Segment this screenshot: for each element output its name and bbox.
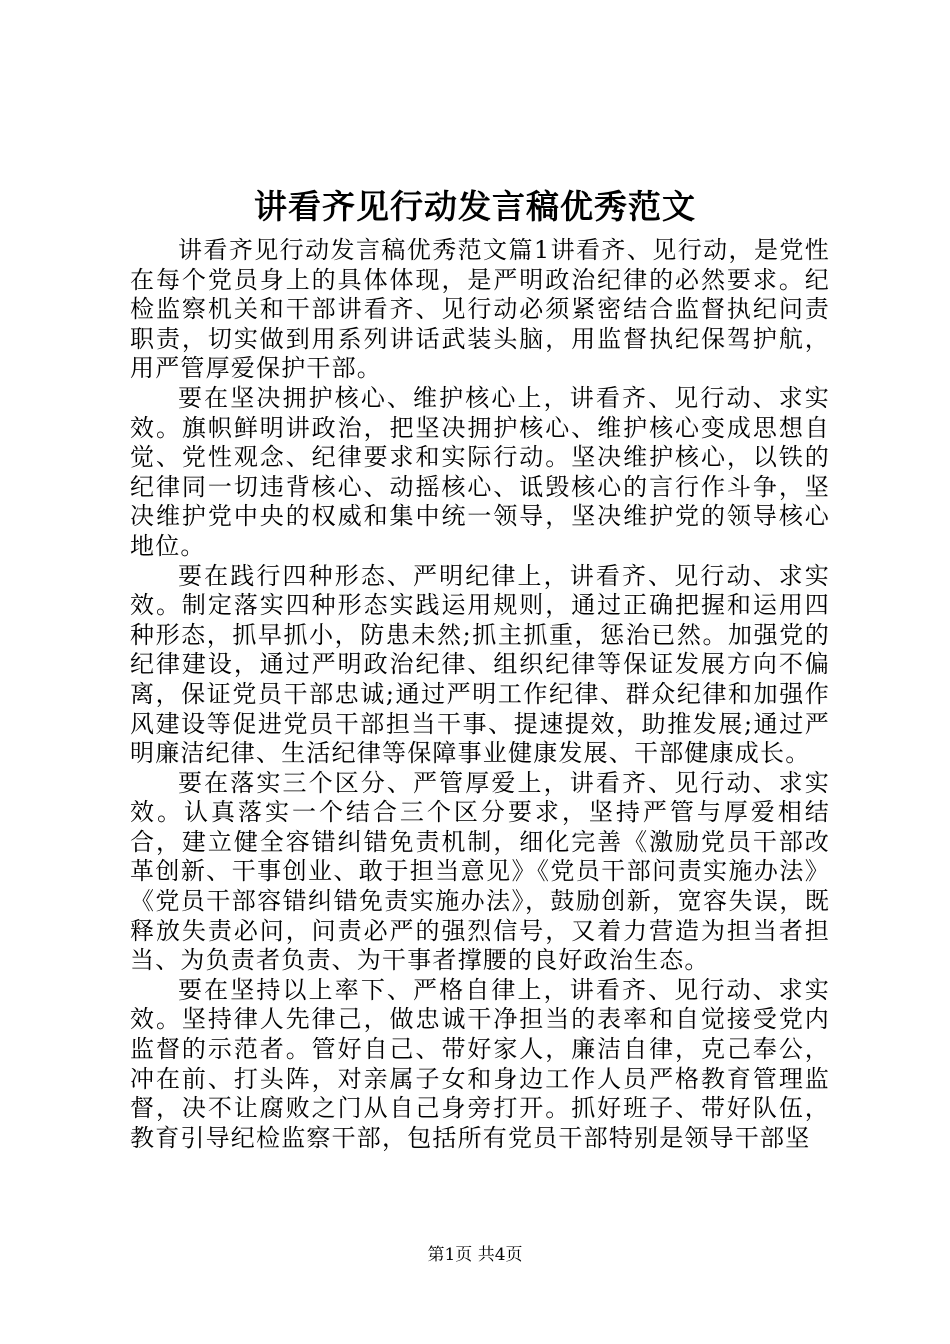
paragraph-3: 要在践行四种形态、严明纪律上，讲看齐、见行动、求实效。制定落实四种形态实践运用规则，通过正确把握和运用四种形态，抓早抓小，防患未然;抓主抓重，惩治已然。加强党的纪律建设，通过严明政治纪律、组织纪律等保证发展方向不偏离，保证党员干部忠诚;通过严明工作纪律、群众纪律和加强作风建设等促进党员干部担当干事、提速提效，助推发展;通过严明廉洁纪律、生活纪律等保障事业健康发展、干部健康成长。 xyxy=(130,561,830,768)
paragraph-5: 要在坚持以上率下、严格自律上，讲看齐、见行动、求实效。坚持律人先律己，做忠诚干净担当的表率和自觉接受党内监督的示范者。管好自己、带好家人，廉洁自律，克己奉公，冲在前、打头阵，对亲属子女和身边工作人员严格教育管理监督，决不让腐败之门从自己身旁打开。抓好班子、带好队伍，教育引导纪检监察干部，包括所有党员干部特别是领导干部坚 xyxy=(130,975,830,1152)
document-title: 讲看齐见行动发言稿优秀范文 xyxy=(254,187,696,226)
page-number-footer: 第1页 共4页 xyxy=(427,1245,523,1265)
paragraph-2: 要在坚决拥护核心、维护核心上，讲看齐、见行动、求实效。旗帜鲜明讲政治，把坚决拥护核心、维护核心变成思想自觉、党性观念、纪律要求和实际行动。坚决维护核心，以铁的纪律同一切违背核心、动摇核心、诋毁核心的言行作斗争，坚决维护党中央的权威和集中统一领导，坚决维护党的领导核心地位。 xyxy=(130,383,830,560)
paragraph-1: 讲看齐见行动发言稿优秀范文篇1讲看齐、见行动，是党性在每个党员身上的具体体现，是严明政治纪律的必然要求。纪检监察机关和干部讲看齐、见行动必须紧密结合监督执纪问责职责，切实做到用系列讲话武装头脑，用监督执纪保驾护航，用严管厚爱保护干部。 xyxy=(130,236,830,383)
document-body xyxy=(130,236,830,1153)
paragraph-4: 要在落实三个区分、严管厚爱上，讲看齐、见行动、求实效。认真落实一个结合三个区分要求，坚持严管与厚爱相结合，建立健全容错纠错免责机制，细化完善《激励党员干部改革创新、干事创业、敢于担当意见》《党员干部问责实施办法》《党员干部容错纠错免责实施办法》，鼓励创新，宽容失误，既释放失责必问，问责必严的强烈信号，又着力营造为担当者担当、为负责者负责、为干事者撑腰的良好政治生态。 xyxy=(130,768,830,975)
